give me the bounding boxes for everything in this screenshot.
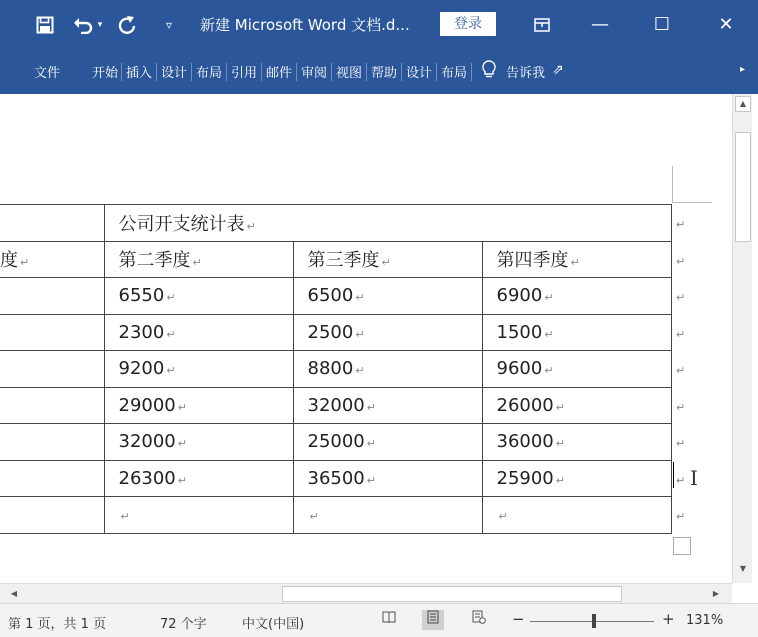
- paragraph-mark: ↵: [366, 437, 376, 451]
- table-cell[interactable]: [0, 278, 104, 315]
- table-cell[interactable]: [482, 351, 671, 388]
- tab-home[interactable]: 开始: [92, 66, 119, 81]
- table-row: [0, 460, 671, 497]
- table-cell[interactable]: [482, 387, 671, 424]
- expense-table: [0, 204, 672, 534]
- vertical-scrollbar[interactable]: [732, 94, 752, 583]
- paragraph-mark: ↵: [381, 256, 391, 270]
- end-of-row-mark: ↵: [676, 328, 686, 341]
- paragraph-mark: ↵: [177, 400, 187, 414]
- paragraph-mark: ↵: [555, 473, 565, 487]
- table-row: [0, 314, 671, 351]
- tab-design[interactable]: 设计: [161, 66, 188, 81]
- read-mode-icon[interactable]: [378, 610, 400, 630]
- paragraph-mark: ↵: [555, 400, 565, 414]
- cell-value: 6900: [496, 285, 543, 307]
- table-cell[interactable]: [0, 497, 104, 534]
- cell-value: 25900: [496, 467, 554, 489]
- table-cell[interactable]: [293, 351, 482, 388]
- tab-separator: [331, 63, 332, 81]
- scroll-up-icon[interactable]: ▲: [735, 96, 751, 112]
- table-cell[interactable]: [0, 351, 104, 388]
- tab-separator: [401, 63, 402, 81]
- window-edge: [752, 94, 758, 637]
- end-of-row-mark: ↵: [676, 218, 686, 231]
- tab-table-design[interactable]: 设计: [406, 66, 433, 81]
- scroll-right-icon[interactable]: ▶: [712, 589, 720, 598]
- table-header-row: [0, 241, 671, 278]
- close-button[interactable]: ✕: [718, 14, 734, 35]
- paragraph-mark: ↵: [120, 510, 130, 524]
- customize-qat-icon[interactable]: ▿: [165, 18, 173, 32]
- cell-value: 6500: [307, 285, 354, 307]
- text-cursor: [673, 462, 674, 488]
- table-cell[interactable]: [0, 387, 104, 424]
- paragraph-mark: ↵: [544, 327, 554, 341]
- table-row: [0, 351, 671, 388]
- cell-value: 25000: [307, 431, 365, 453]
- vertical-scroll-thumb[interactable]: [735, 132, 751, 242]
- table-cell[interactable]: [0, 314, 104, 351]
- margin-marker: [672, 166, 673, 202]
- minimize-button[interactable]: —: [591, 14, 609, 35]
- header-label: 度: [0, 250, 18, 272]
- paragraph-mark: ↵: [166, 327, 176, 341]
- maximize-button[interactable]: ☐: [653, 14, 671, 35]
- scroll-left-icon[interactable]: ◀: [10, 589, 18, 598]
- paragraph-mark: ↵: [570, 256, 580, 270]
- paragraph-mark: ↵: [177, 437, 187, 451]
- save-icon[interactable]: [34, 13, 56, 37]
- cell-value: 36500: [307, 467, 365, 489]
- end-of-row-mark: ↵: [676, 474, 686, 487]
- share-icon[interactable]: ⇗: [552, 62, 564, 78]
- end-of-row-mark: ↵: [676, 510, 686, 523]
- paragraph-mark: ↵: [544, 291, 554, 305]
- paragraph-mark: ↵: [166, 291, 176, 305]
- header-label: 第三季度: [307, 250, 380, 272]
- header-label: 第二季度: [118, 250, 191, 272]
- tab-separator: [261, 63, 262, 81]
- tab-file[interactable]: 文件: [34, 66, 61, 81]
- ribbon-tab-bar: [0, 49, 758, 94]
- table-header-cell[interactable]: [0, 241, 104, 278]
- tab-separator: [436, 63, 437, 81]
- cell-value: 26000: [496, 394, 554, 416]
- scroll-down-icon[interactable]: ▼: [739, 564, 747, 573]
- table-cell[interactable]: [104, 314, 293, 351]
- table-cell[interactable]: [293, 424, 482, 461]
- tab-view[interactable]: 视图: [336, 66, 363, 81]
- cell-value: 2300: [118, 321, 165, 343]
- paragraph-mark: ↵: [355, 291, 365, 305]
- table-row: [0, 424, 671, 461]
- tab-separator: [191, 63, 192, 81]
- zoom-out-button[interactable]: −: [512, 610, 525, 628]
- paragraph-mark: ↵: [192, 256, 202, 270]
- tab-help[interactable]: 帮助: [371, 66, 398, 81]
- paragraph-mark: ↵: [544, 364, 554, 378]
- cell-value: 2500: [307, 321, 354, 343]
- end-of-row-mark: ↵: [676, 364, 686, 377]
- table-header-cell[interactable]: [482, 241, 671, 278]
- undo-icon[interactable]: [72, 13, 94, 37]
- table-cell[interactable]: [0, 460, 104, 497]
- paragraph-mark: ↵: [246, 219, 256, 233]
- print-layout-icon[interactable]: [422, 610, 444, 630]
- end-of-row-mark: ↵: [676, 401, 686, 414]
- tab-separator: [471, 63, 472, 81]
- tab-separator: [366, 63, 367, 81]
- paragraph-mark: ↵: [20, 256, 30, 270]
- table-header-cell[interactable]: [293, 241, 482, 278]
- zoom-in-button[interactable]: +: [662, 610, 675, 628]
- cell-value: 9600: [496, 358, 543, 380]
- table-cell[interactable]: [0, 424, 104, 461]
- cell-value: 29000: [118, 394, 176, 416]
- horizontal-scroll-thumb[interactable]: [282, 586, 622, 602]
- paragraph-mark: ↵: [355, 364, 365, 378]
- tab-references[interactable]: 引用: [231, 66, 258, 81]
- table-header-cell[interactable]: [104, 241, 293, 278]
- tell-me-search[interactable]: 告诉我: [506, 66, 546, 81]
- tab-insert[interactable]: 插入: [126, 66, 153, 81]
- table-cell[interactable]: [482, 497, 671, 534]
- table-cell[interactable]: [482, 314, 671, 351]
- cell-value: 26300: [118, 467, 176, 489]
- header-label: 第四季度: [496, 250, 569, 272]
- cell-value: 32000: [307, 394, 365, 416]
- table-cell[interactable]: [104, 351, 293, 388]
- undo-dropdown-icon[interactable]: ▾: [97, 20, 103, 30]
- end-of-row-mark: ↵: [676, 255, 686, 268]
- tab-separator: [121, 63, 122, 81]
- table-cell[interactable]: [104, 460, 293, 497]
- table-title-cell[interactable]: [104, 205, 671, 242]
- table-cell[interactable]: [482, 460, 671, 497]
- window-title: 新建 Microsoft Word 文档.d...: [200, 16, 410, 34]
- table-title: 公司开支统计表: [118, 213, 245, 235]
- tab-table-layout[interactable]: 布局: [441, 66, 468, 81]
- table-cell[interactable]: [104, 387, 293, 424]
- table-title-row: [0, 205, 671, 242]
- tab-separator: [156, 63, 157, 81]
- end-of-row-mark: ↵: [676, 437, 686, 450]
- cell-value: 8800: [307, 358, 354, 380]
- zoom-level[interactable]: 131%: [686, 613, 724, 628]
- lightbulb-icon[interactable]: [482, 60, 496, 82]
- page-count[interactable]: 第 1 页，共 1 页: [8, 617, 107, 632]
- tab-separator: [226, 63, 227, 81]
- paragraph-mark: ↵: [177, 473, 187, 487]
- redo-icon[interactable]: [116, 13, 138, 37]
- tab-mailings[interactable]: 邮件: [266, 66, 293, 81]
- zoom-slider-thumb[interactable]: [592, 614, 596, 628]
- cell-value: 1500: [496, 321, 543, 343]
- tab-separator: [296, 63, 297, 81]
- table-cell[interactable]: [293, 387, 482, 424]
- table-cell[interactable]: [293, 314, 482, 351]
- table-cell[interactable]: [482, 424, 671, 461]
- paragraph-mark: ↵: [366, 473, 376, 487]
- table-resize-handle[interactable]: [673, 537, 691, 555]
- ribbon-display-options-icon[interactable]: [530, 13, 554, 37]
- cell-value: 9200: [118, 358, 165, 380]
- end-of-row-mark: ↵: [676, 291, 686, 304]
- table-cell[interactable]: [104, 278, 293, 315]
- ibeam-cursor-icon: I: [690, 466, 698, 490]
- table-cell[interactable]: [293, 460, 482, 497]
- language-indicator[interactable]: 中文(中国): [242, 617, 305, 632]
- table-row: [0, 497, 671, 534]
- table-cell[interactable]: [293, 278, 482, 315]
- cell-value: 32000: [118, 431, 176, 453]
- title-bar: [0, 0, 758, 49]
- table-cell[interactable]: [104, 497, 293, 534]
- ribbon-scroll-right-icon[interactable]: ▸: [740, 64, 746, 75]
- document-area[interactable]: [0, 94, 732, 583]
- status-bar: [0, 603, 758, 637]
- login-button[interactable]: 登录: [440, 12, 496, 36]
- table-cell[interactable]: [104, 424, 293, 461]
- horizontal-scrollbar[interactable]: [0, 583, 732, 603]
- paragraph-mark: ↵: [555, 437, 565, 451]
- paragraph-mark: ↵: [309, 510, 319, 524]
- table-cell[interactable]: [482, 278, 671, 315]
- table-cell[interactable]: [293, 497, 482, 534]
- word-count[interactable]: 72 个字: [160, 617, 207, 632]
- paragraph-mark: ↵: [498, 510, 508, 524]
- table-row: [0, 278, 671, 315]
- cell-value: 36000: [496, 431, 554, 453]
- paragraph-mark: ↵: [355, 327, 365, 341]
- web-layout-icon[interactable]: [468, 610, 490, 630]
- table-row: [0, 387, 671, 424]
- tab-layout[interactable]: 布局: [196, 66, 223, 81]
- cell-value: 6550: [118, 285, 165, 307]
- table-cell[interactable]: [0, 205, 104, 242]
- paragraph-mark: ↵: [166, 364, 176, 378]
- tab-review[interactable]: 审阅: [301, 66, 328, 81]
- margin-marker: [672, 202, 712, 203]
- paragraph-mark: ↵: [366, 400, 376, 414]
